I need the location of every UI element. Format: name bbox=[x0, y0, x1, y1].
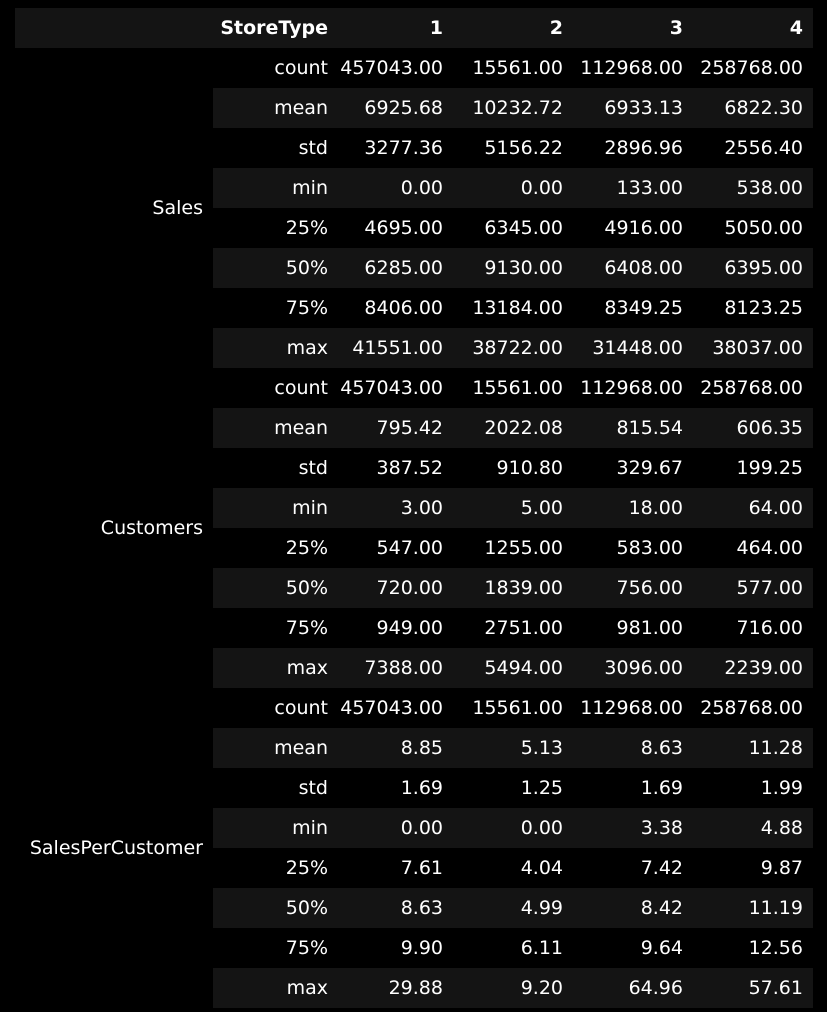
value-cell: 3277.36 bbox=[338, 128, 453, 168]
value-cell: 2896.96 bbox=[573, 128, 693, 168]
value-cell: 0.00 bbox=[338, 168, 453, 208]
value-cell: 5050.00 bbox=[693, 208, 813, 248]
value-cell: 5156.22 bbox=[453, 128, 573, 168]
value-cell: 756.00 bbox=[573, 568, 693, 608]
group-label: Customers bbox=[15, 368, 213, 688]
value-cell: 258768.00 bbox=[693, 688, 813, 728]
header-row bbox=[15, 8, 813, 48]
value-cell: 3096.00 bbox=[573, 648, 693, 688]
value-cell: 6395.00 bbox=[693, 248, 813, 288]
stat-label: 75% bbox=[213, 288, 338, 328]
stat-label: count bbox=[213, 688, 338, 728]
stat-label: max bbox=[213, 968, 338, 1008]
value-cell: 6822.30 bbox=[693, 88, 813, 128]
column-header-1: 1 bbox=[338, 8, 453, 48]
value-cell: 0.00 bbox=[338, 808, 453, 848]
value-cell: 4.88 bbox=[693, 808, 813, 848]
value-cell: 13184.00 bbox=[453, 288, 573, 328]
stat-label: count bbox=[213, 368, 338, 408]
stat-label: min bbox=[213, 168, 338, 208]
value-cell: 6.11 bbox=[453, 928, 573, 968]
value-cell: 5.00 bbox=[453, 488, 573, 528]
value-cell: 0.00 bbox=[453, 168, 573, 208]
value-cell: 4.04 bbox=[453, 848, 573, 888]
value-cell: 2022.08 bbox=[453, 408, 573, 448]
value-cell: 8.42 bbox=[573, 888, 693, 928]
stat-label: min bbox=[213, 808, 338, 848]
stat-label: 25% bbox=[213, 848, 338, 888]
value-cell: 3.00 bbox=[338, 488, 453, 528]
value-cell: 4916.00 bbox=[573, 208, 693, 248]
value-cell: 538.00 bbox=[693, 168, 813, 208]
value-cell: 3.38 bbox=[573, 808, 693, 848]
value-cell: 8406.00 bbox=[338, 288, 453, 328]
value-cell: 29.88 bbox=[338, 968, 453, 1008]
column-header-3: 3 bbox=[573, 8, 693, 48]
table-row bbox=[15, 48, 813, 88]
stat-label: 50% bbox=[213, 568, 338, 608]
value-cell: 457043.00 bbox=[338, 48, 453, 88]
value-cell: 112968.00 bbox=[573, 368, 693, 408]
stat-label: min bbox=[213, 488, 338, 528]
value-cell: 15561.00 bbox=[453, 688, 573, 728]
value-cell: 7.42 bbox=[573, 848, 693, 888]
value-cell: 8.63 bbox=[573, 728, 693, 768]
value-cell: 2239.00 bbox=[693, 648, 813, 688]
stat-label: 50% bbox=[213, 888, 338, 928]
value-cell: 457043.00 bbox=[338, 368, 453, 408]
value-cell: 18.00 bbox=[573, 488, 693, 528]
stat-label: max bbox=[213, 648, 338, 688]
value-cell: 64.00 bbox=[693, 488, 813, 528]
value-cell: 1839.00 bbox=[453, 568, 573, 608]
index-name-header: StoreType bbox=[213, 8, 338, 48]
value-cell: 387.52 bbox=[338, 448, 453, 488]
value-cell: 716.00 bbox=[693, 608, 813, 648]
table-row bbox=[15, 688, 813, 728]
value-cell: 8349.25 bbox=[573, 288, 693, 328]
value-cell: 1.69 bbox=[338, 768, 453, 808]
value-cell: 15561.00 bbox=[453, 48, 573, 88]
value-cell: 6285.00 bbox=[338, 248, 453, 288]
value-cell: 6345.00 bbox=[453, 208, 573, 248]
value-cell: 0.00 bbox=[453, 808, 573, 848]
value-cell: 1255.00 bbox=[453, 528, 573, 568]
stat-label: max bbox=[213, 328, 338, 368]
value-cell: 606.35 bbox=[693, 408, 813, 448]
value-cell: 10232.72 bbox=[453, 88, 573, 128]
stat-label: std bbox=[213, 768, 338, 808]
value-cell: 64.96 bbox=[573, 968, 693, 1008]
value-cell: 12.56 bbox=[693, 928, 813, 968]
stat-label: std bbox=[213, 448, 338, 488]
value-cell: 910.80 bbox=[453, 448, 573, 488]
value-cell: 9.87 bbox=[693, 848, 813, 888]
stat-label: 75% bbox=[213, 608, 338, 648]
value-cell: 1.99 bbox=[693, 768, 813, 808]
column-header-4: 4 bbox=[693, 8, 813, 48]
value-cell: 457043.00 bbox=[338, 688, 453, 728]
value-cell: 981.00 bbox=[573, 608, 693, 648]
value-cell: 9.64 bbox=[573, 928, 693, 968]
value-cell: 547.00 bbox=[338, 528, 453, 568]
value-cell: 9.90 bbox=[338, 928, 453, 968]
value-cell: 199.25 bbox=[693, 448, 813, 488]
value-cell: 41551.00 bbox=[338, 328, 453, 368]
describe-table bbox=[15, 8, 813, 1008]
stat-label: count bbox=[213, 48, 338, 88]
value-cell: 11.28 bbox=[693, 728, 813, 768]
value-cell: 38037.00 bbox=[693, 328, 813, 368]
value-cell: 795.42 bbox=[338, 408, 453, 448]
value-cell: 6933.13 bbox=[573, 88, 693, 128]
value-cell: 133.00 bbox=[573, 168, 693, 208]
value-cell: 2556.40 bbox=[693, 128, 813, 168]
value-cell: 112968.00 bbox=[573, 48, 693, 88]
value-cell: 8.85 bbox=[338, 728, 453, 768]
corner-header-cell bbox=[15, 8, 213, 48]
table-header bbox=[15, 8, 813, 48]
value-cell: 577.00 bbox=[693, 568, 813, 608]
value-cell: 5494.00 bbox=[453, 648, 573, 688]
value-cell: 720.00 bbox=[338, 568, 453, 608]
value-cell: 258768.00 bbox=[693, 48, 813, 88]
table-body bbox=[15, 48, 813, 1008]
table-row bbox=[15, 368, 813, 408]
value-cell: 57.61 bbox=[693, 968, 813, 1008]
value-cell: 464.00 bbox=[693, 528, 813, 568]
stat-label: mean bbox=[213, 88, 338, 128]
value-cell: 6408.00 bbox=[573, 248, 693, 288]
stat-label: 25% bbox=[213, 528, 338, 568]
value-cell: 8123.25 bbox=[693, 288, 813, 328]
value-cell: 815.54 bbox=[573, 408, 693, 448]
value-cell: 2751.00 bbox=[453, 608, 573, 648]
value-cell: 4695.00 bbox=[338, 208, 453, 248]
value-cell: 949.00 bbox=[338, 608, 453, 648]
group-label: Sales bbox=[15, 48, 213, 368]
stat-label: 75% bbox=[213, 928, 338, 968]
value-cell: 9.20 bbox=[453, 968, 573, 1008]
value-cell: 1.25 bbox=[453, 768, 573, 808]
stat-label: 25% bbox=[213, 208, 338, 248]
stat-label: mean bbox=[213, 728, 338, 768]
value-cell: 112968.00 bbox=[573, 688, 693, 728]
value-cell: 15561.00 bbox=[453, 368, 573, 408]
value-cell: 7388.00 bbox=[338, 648, 453, 688]
value-cell: 329.67 bbox=[573, 448, 693, 488]
value-cell: 38722.00 bbox=[453, 328, 573, 368]
value-cell: 583.00 bbox=[573, 528, 693, 568]
value-cell: 11.19 bbox=[693, 888, 813, 928]
stat-label: 50% bbox=[213, 248, 338, 288]
value-cell: 6925.68 bbox=[338, 88, 453, 128]
group-label: SalesPerCustomer bbox=[15, 688, 213, 1008]
value-cell: 5.13 bbox=[453, 728, 573, 768]
value-cell: 9130.00 bbox=[453, 248, 573, 288]
value-cell: 31448.00 bbox=[573, 328, 693, 368]
stat-label: std bbox=[213, 128, 338, 168]
stat-label: mean bbox=[213, 408, 338, 448]
value-cell: 4.99 bbox=[453, 888, 573, 928]
column-header-2: 2 bbox=[453, 8, 573, 48]
value-cell: 1.69 bbox=[573, 768, 693, 808]
value-cell: 7.61 bbox=[338, 848, 453, 888]
value-cell: 258768.00 bbox=[693, 368, 813, 408]
value-cell: 8.63 bbox=[338, 888, 453, 928]
